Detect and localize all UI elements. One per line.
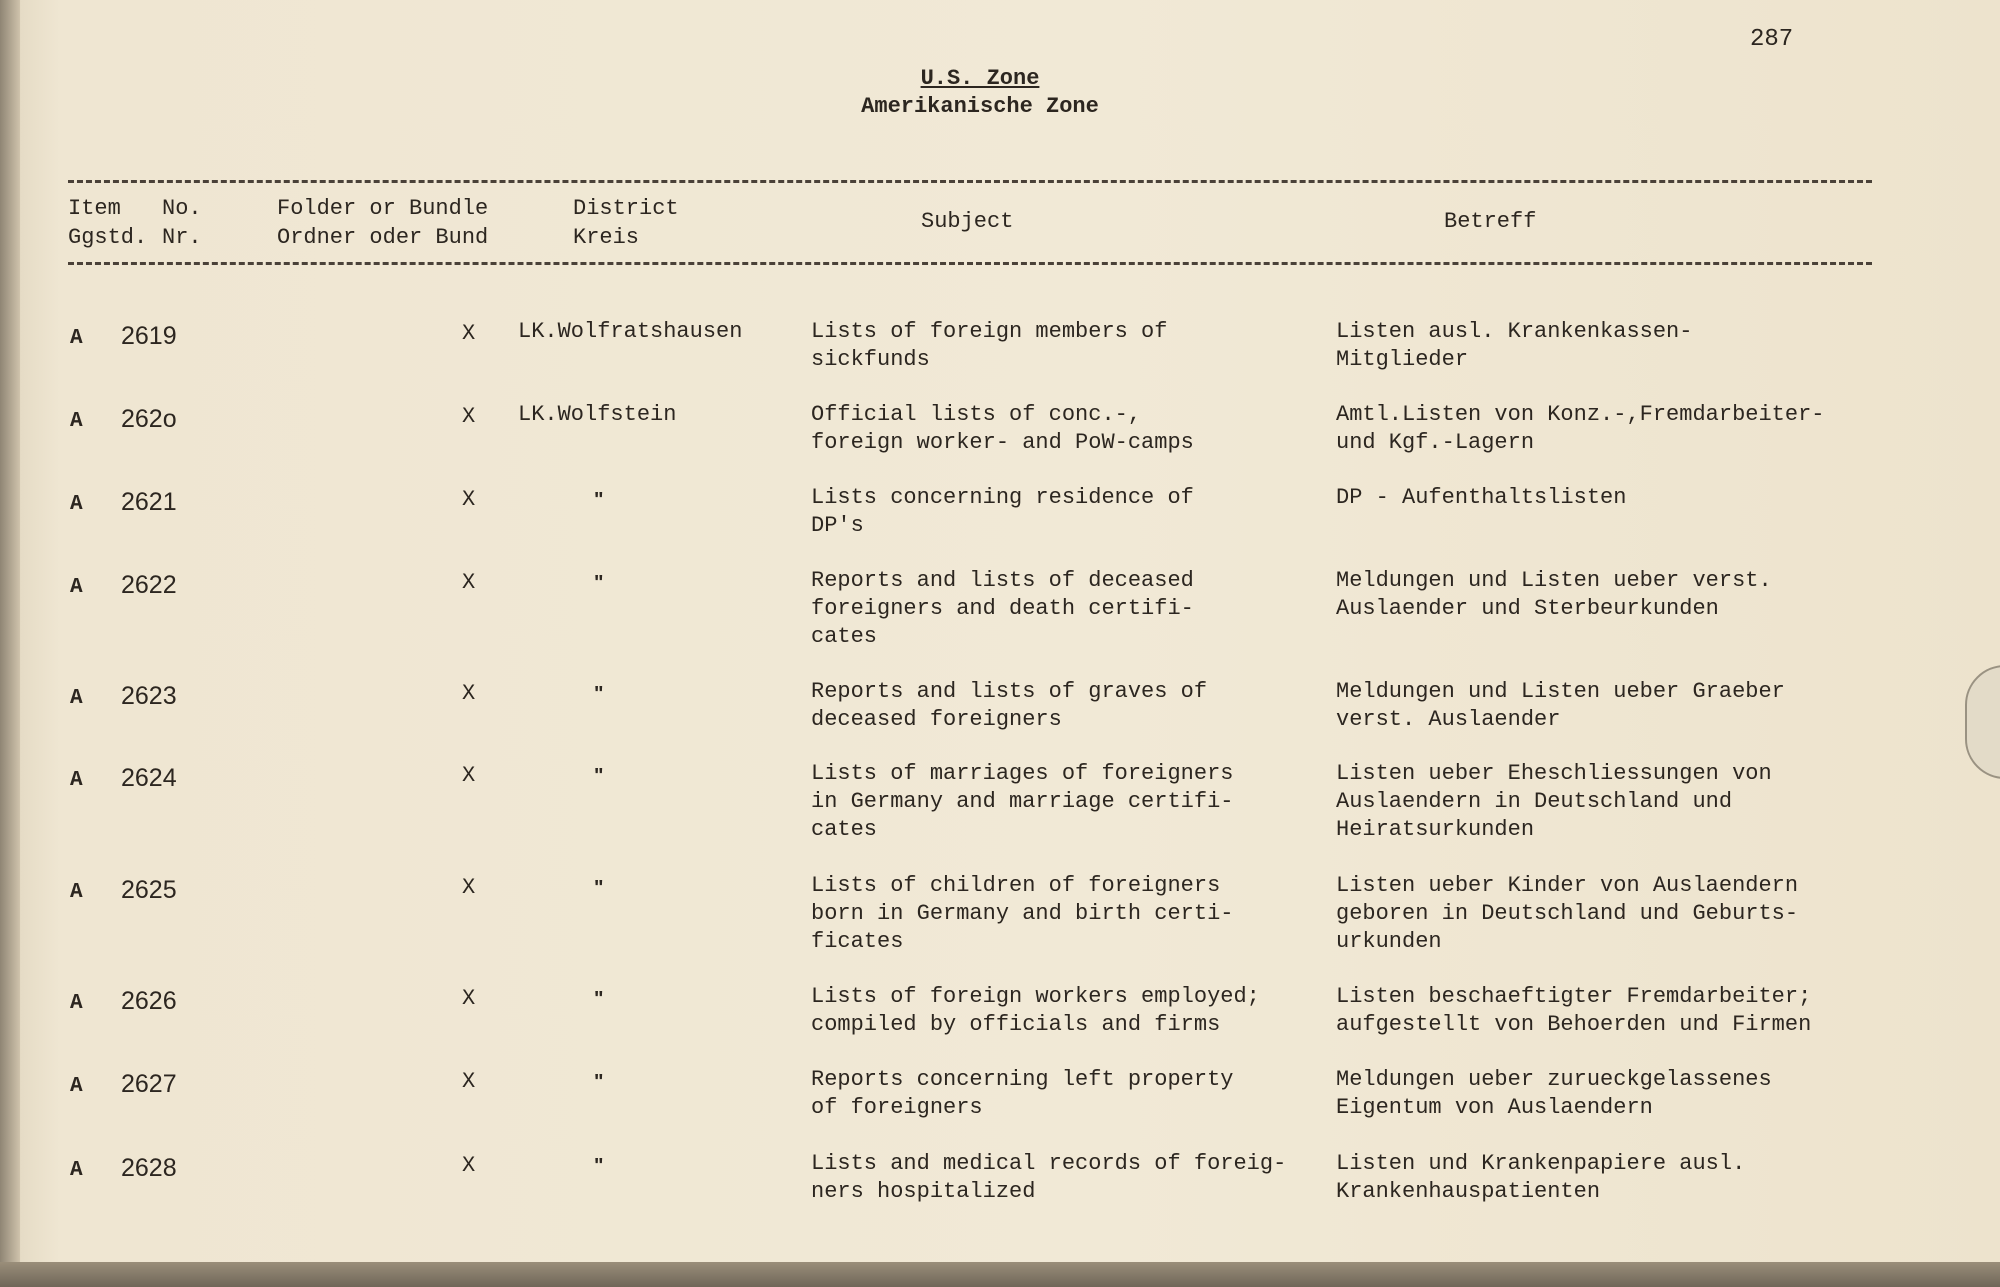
bundle-mark: X <box>462 1153 476 1178</box>
subject <box>811 1150 1286 1206</box>
header-rule-top <box>68 180 1872 183</box>
subject-line: DP's <box>811 513 864 538</box>
subject-line: foreigners and death certifi- <box>811 596 1194 621</box>
subject-line: deceased foreigners <box>811 707 1062 732</box>
betreff-line: Listen beschaeftigter Fremdarbeiter; <box>1336 984 1812 1009</box>
item-letter: A <box>70 327 83 350</box>
subject-line: Lists and medical records of foreig- <box>811 1151 1287 1176</box>
betreff-line: Heiratsurkunden <box>1336 817 1535 842</box>
district: LK.Wolfstein <box>518 402 677 427</box>
item-number: 2622 <box>121 571 177 599</box>
header-item-en: Item <box>68 196 121 221</box>
subject-line: Lists of foreign workers employed; <box>811 984 1260 1009</box>
betreff-line: Eigentum von Auslaendern <box>1336 1095 1653 1120</box>
subject-line: Lists of marriages of foreigners <box>811 761 1234 786</box>
betreff-line: Listen ueber Kinder von Auslaendern <box>1336 873 1799 898</box>
page-title-text: U.S. Zone <box>920 66 1040 91</box>
betreff-line: Mitglieder <box>1336 347 1469 372</box>
header-number <box>162 194 202 252</box>
betreff-line: Auslaender und Sterbeurkunden <box>1336 596 1719 621</box>
item-number: 2628 <box>121 1154 177 1182</box>
betreff-line: urkunden <box>1336 929 1442 954</box>
item-letter: A <box>70 576 83 599</box>
item-number: 2624 <box>121 764 177 792</box>
bundle-mark: X <box>462 986 476 1011</box>
district: " <box>594 1071 604 1093</box>
betreff-line: Listen und Krankenpapiere ausl. <box>1336 1151 1746 1176</box>
subject-line: compiled by officials and firms <box>811 1012 1221 1037</box>
subject <box>811 983 1260 1039</box>
bundle-mark: X <box>462 487 476 512</box>
item-letter: A <box>70 410 83 433</box>
header-folder-en: Folder or Bundle <box>277 196 489 221</box>
subject-line: cates <box>811 624 878 649</box>
subject <box>811 872 1233 956</box>
betreff-line: aufgestellt von Behoerden und Firmen <box>1336 1012 1812 1037</box>
betreff <box>1336 983 1811 1039</box>
subject-line: ners hospitalized <box>811 1179 1036 1204</box>
header-item-de: Ggstd. <box>68 225 148 250</box>
subject-line: Reports and lists of graves of <box>811 679 1208 704</box>
header-number-de: Nr. <box>162 225 202 250</box>
subject <box>811 1066 1233 1122</box>
item-number: 2619 <box>121 322 177 350</box>
subject-line: Reports and lists of deceased <box>811 568 1194 593</box>
betreff <box>1336 567 1772 623</box>
header-number-en: No. <box>162 196 202 221</box>
betreff-line: Meldungen ueber zurueckgelassenes <box>1336 1067 1772 1092</box>
bundle-mark: X <box>462 404 476 429</box>
bundle-mark: X <box>462 321 476 346</box>
header-district <box>573 194 679 252</box>
subject <box>811 678 1207 734</box>
subject <box>811 318 1167 374</box>
page-bottom-edge <box>0 1262 2000 1287</box>
header-folder-de: Ordner oder Bund <box>277 225 489 250</box>
betreff-line: DP - Aufenthaltslisten <box>1336 485 1627 510</box>
header-folder <box>277 194 488 252</box>
district: " <box>594 489 604 511</box>
subject-line: ficates <box>811 929 904 954</box>
subject-line: Lists of foreign members of <box>811 319 1168 344</box>
district: " <box>594 683 604 705</box>
subject-line: born in Germany and birth certi- <box>811 901 1234 926</box>
betreff-line: und Kgf.-Lagern <box>1336 430 1535 455</box>
betreff-line: Meldungen und Listen ueber verst. <box>1336 568 1772 593</box>
betreff <box>1336 678 1785 734</box>
subject <box>811 401 1194 457</box>
betreff-line: Amtl.Listen von Konz.-,Fremdarbeiter- <box>1336 402 1825 427</box>
betreff-line: Auslaendern in Deutschland und <box>1336 789 1733 814</box>
subject <box>811 760 1233 844</box>
betreff <box>1336 401 1824 457</box>
bundle-mark: X <box>462 681 476 706</box>
subject-line: in Germany and marriage certifi- <box>811 789 1234 814</box>
subject-line: sickfunds <box>811 347 930 372</box>
binder-tab <box>1965 665 2000 779</box>
subject-line: Reports concerning left property <box>811 1067 1234 1092</box>
betreff-line: Meldungen und Listen ueber Graeber <box>1336 679 1785 704</box>
district: " <box>594 765 604 787</box>
subject-line: Official lists of conc.-, <box>811 402 1142 427</box>
bundle-mark: X <box>462 1069 476 1094</box>
item-number: 2621 <box>121 488 177 516</box>
district: " <box>594 1155 604 1177</box>
item-number: 262o <box>121 405 177 433</box>
item-letter: A <box>70 493 83 516</box>
betreff <box>1336 872 1798 956</box>
district: " <box>594 572 604 594</box>
subject-line: of foreigners <box>811 1095 983 1120</box>
item-number: 2626 <box>121 987 177 1015</box>
subject-line: Lists of children of foreigners <box>811 873 1221 898</box>
header-item <box>68 194 147 252</box>
item-letter: A <box>70 992 83 1015</box>
page-subtitle: Amerikanische Zone <box>861 94 1099 119</box>
item-letter: A <box>70 1075 83 1098</box>
betreff-line: Listen ueber Eheschliessungen von <box>1336 761 1772 786</box>
district: LK.Wolfratshausen <box>518 319 743 344</box>
betreff <box>1336 760 1772 844</box>
header-district-en: District <box>573 196 679 221</box>
bundle-mark: X <box>462 570 476 595</box>
header-rule-bottom <box>68 262 1872 265</box>
subject-line: Lists concerning residence of <box>811 485 1194 510</box>
header-district-de: Kreis <box>573 225 640 250</box>
betreff <box>1336 318 1692 374</box>
betreff-line: Krankenhauspatienten <box>1336 1179 1601 1204</box>
subject-line: cates <box>811 817 878 842</box>
district: " <box>594 877 604 899</box>
subject <box>811 484 1194 540</box>
district: " <box>594 988 604 1010</box>
subject-line: foreign worker- and PoW-camps <box>811 430 1194 455</box>
bundle-mark: X <box>462 875 476 900</box>
header-betreff: Betreff <box>1444 209 1537 234</box>
betreff-line: geboren in Deutschland und Geburts- <box>1336 901 1799 926</box>
page-number: 287 <box>1750 26 1794 53</box>
subject <box>811 567 1194 651</box>
header-subject: Subject <box>921 209 1014 234</box>
item-number: 2627 <box>121 1070 177 1098</box>
item-letter: A <box>70 881 83 904</box>
betreff <box>1336 484 1626 512</box>
item-letter: A <box>70 687 83 710</box>
betreff <box>1336 1066 1772 1122</box>
bundle-mark: X <box>462 763 476 788</box>
item-letter: A <box>70 769 83 792</box>
betreff-line: Listen ausl. Krankenkassen- <box>1336 319 1693 344</box>
item-number: 2623 <box>121 682 177 710</box>
item-number: 2625 <box>121 876 177 904</box>
page-title <box>0 66 1960 91</box>
item-letter: A <box>70 1159 83 1182</box>
book-spine <box>0 0 20 1262</box>
betreff <box>1336 1150 1745 1206</box>
betreff-line: verst. Auslaender <box>1336 707 1561 732</box>
